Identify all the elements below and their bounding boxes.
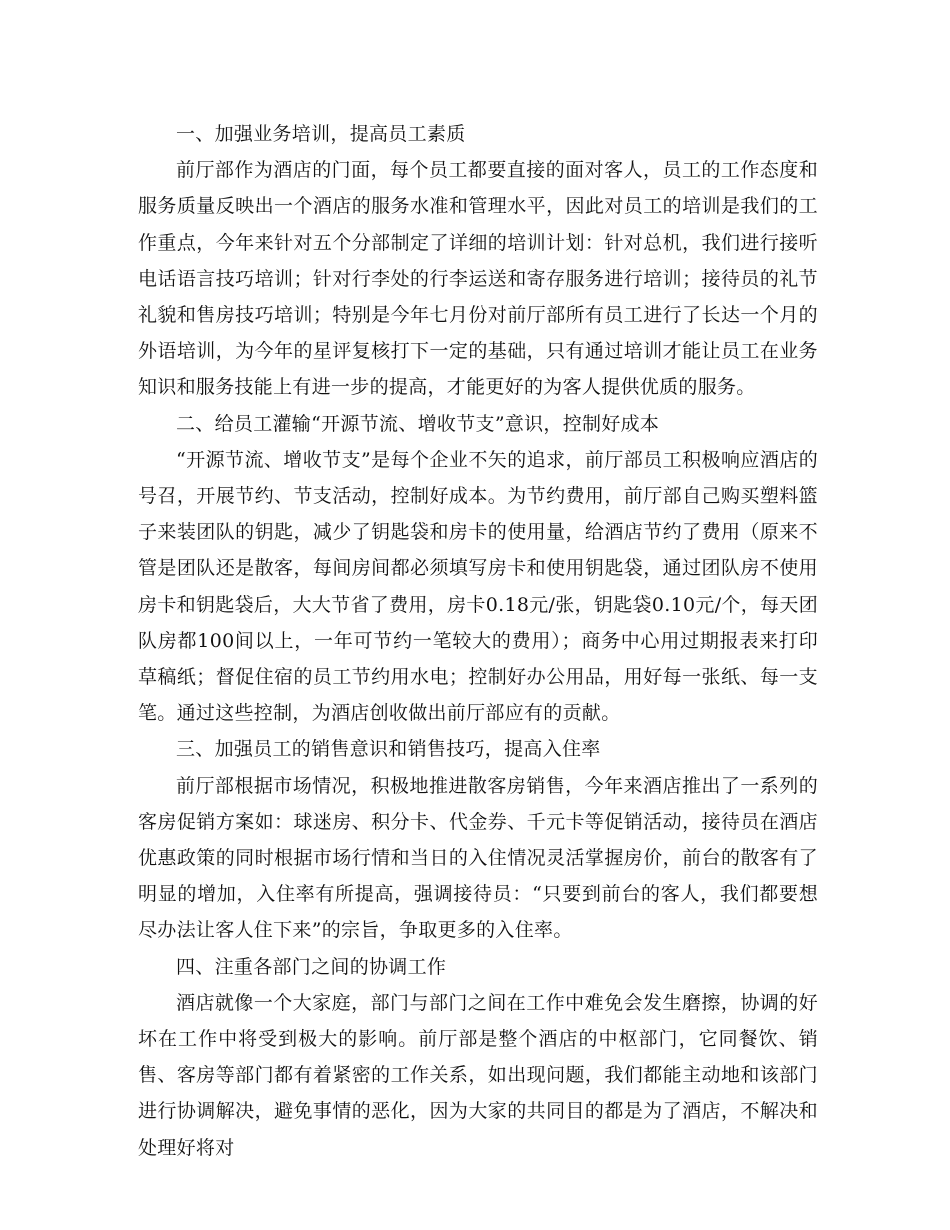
section-heading-4: 四、注重各部门之间的协调工作 <box>176 955 447 978</box>
section-heading-3: 三、加强员工的销售意识和销售技巧，提高入住率 <box>176 738 601 761</box>
section-paragraph-1: 前厅部作为酒店的门面，每个员工都要直接的面对客人，员工的工作态度和服务质量反映出一个酒店的服务水准和管理水平，因此对员工的培训是我们的工作重点，今年来针对五个分部制定了详细的培训计划：针对总机，我们进行接听电话语言技巧培训；针对行李处的行李运送和寄存服务进行培训；接待员的礼节礼貌和售房技巧培训；特别是今年七月份对前厅部所有员工进行了长达一个月的外语培训，为今年的星评复核打下一定的基础，只有通过培训才能让员工在业务知识和服务技能上有进一步的提高，才能更好的为客人提供优质的服务。 <box>138 159 818 399</box>
section-paragraph-4: 酒店就像一个大家庭，部门与部门之间在工作中难免会发生磨擦，协调的好坏在工作中将受到极大的影响。前厅部是整个酒店的中枢部门，它同餐饮、销售、客房等部门都有着紧密的工作关系，如出现问题，我们都能主动地和该部门进行协调解决，避免事情的恶化，因为大家的共同目的都是为了酒店，不解决和处理好将对 <box>138 991 818 1159</box>
section-heading-2: 二、给员工灌输“开源节流、增收节支”意识，控制好成本 <box>176 412 660 435</box>
section-paragraph-2: “开源节流、增收节支”是每个企业不矢的追求，前厅部员工积极响应酒店的号召，开展节约、节支活动，控制好成本。为节约费用，前厅部自己购买塑料篮子来装团队的钥匙，减少了钥匙袋和房卡的使用量，给酒店节约了费用（原来不管是团队还是散客，每间房间都必须填写房卡和使用钥匙袋，通过团队房不使用房卡和钥匙袋后，大大节省了费用，房卡0.18元/张，钥匙袋0.10元/个，每天团队房都100间以上，一年可节约一笔较大的费用）；商务中心用过期报表来打印草稿纸；督促住宿的员工节约用水电；控制好办公用品，用好每一张纸、每一支笔。通过这些控制，为酒店创收做出前厅部应有的贡献。 <box>138 448 818 725</box>
section-paragraph-3: 前厅部根据市场情况，积极地推进散客房销售，今年来酒店推出了一系列的客房促销方案如：球迷房、积分卡、代金券、千元卡等促销活动，接待员在酒店优惠政策的同时根据市场行情和当日的入住情况灵活掌握房价，前台的散客有了明显的增加，入住率有所提高，强调接待员：“只要到前台的客人，我们都要想尽办法让客人住下来”的宗旨，争取更多的入住率。 <box>138 774 818 942</box>
document-body <box>138 116 818 1166</box>
section-heading-1: 一、加强业务培训，提高员工素质 <box>176 123 466 145</box>
